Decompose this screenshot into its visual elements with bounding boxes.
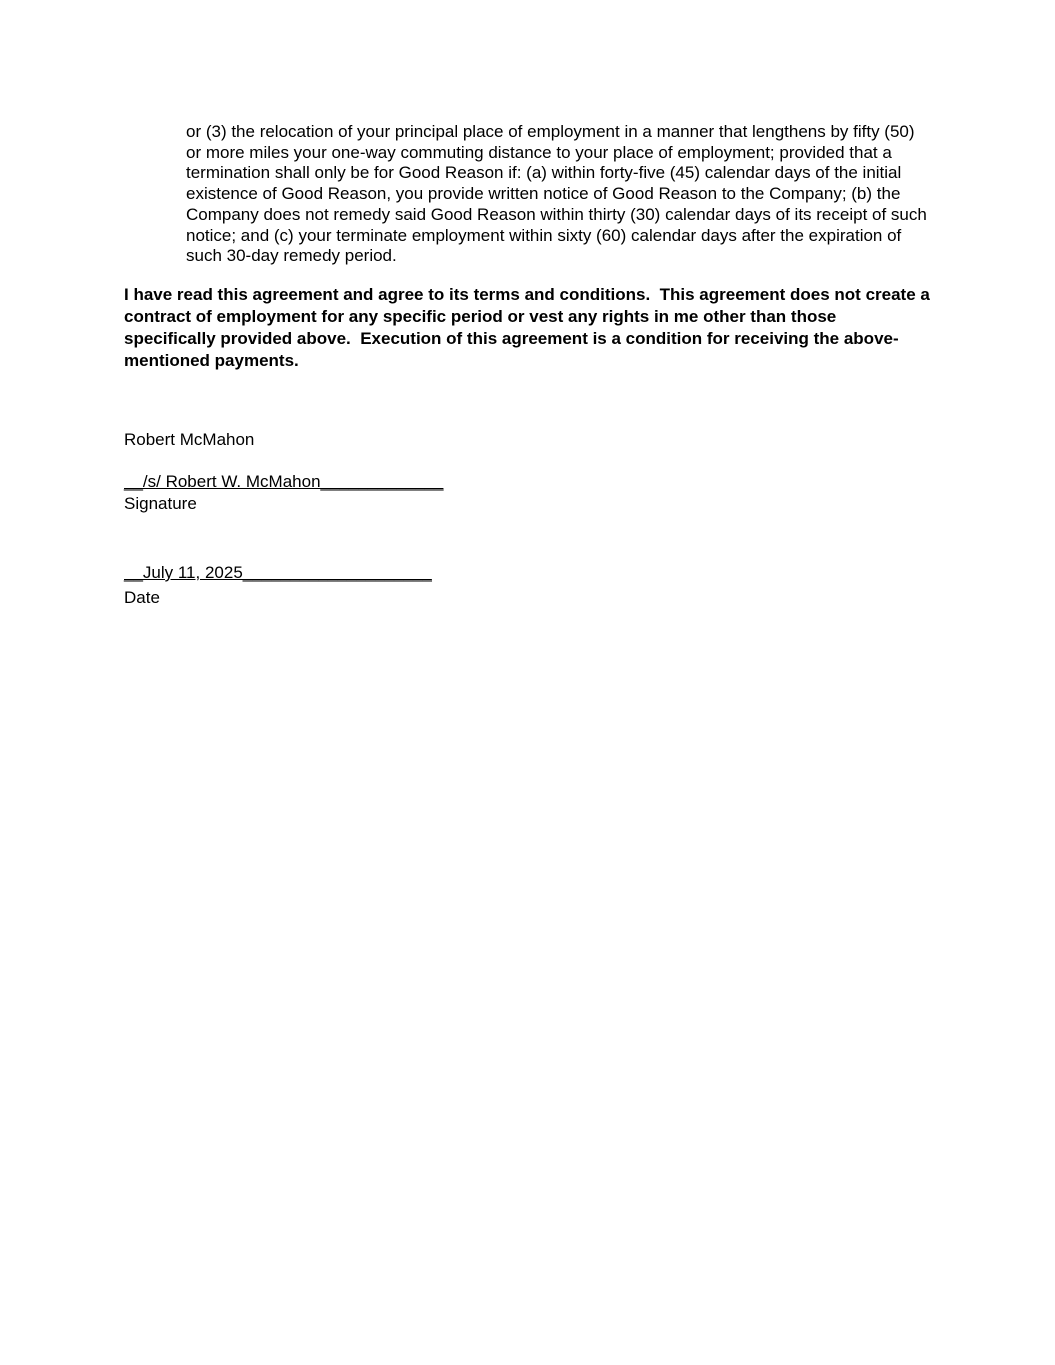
signer-name: Robert McMahon xyxy=(124,430,255,449)
clause-paragraph: or (3) the relocation of your principal place of employment in a manner that lengthens by fifty (50) or more miles your one-way commuting distance to your place of employment; provided that a termination shall only be for Good Reason if: (a) within forty-five (45) calendar days of the initial existence of Good Reason, you provide written notice of Good Reason to the Company; (b) the Company does not remedy said Good Reason within thirty (30) calendar days of its receipt of such notice; and (c) your terminate employment within sixty (60) calendar days after the expiration of such 30-day remedy period. xyxy=(186,122,932,266)
acknowledgment-paragraph: I have read this agreement and agree to its terms and conditions. This agreement does not create a contract of employment for any specific period or vest any rights in me other than those specifically provided above. Execution of this agreement is a condition for receiving the above-mentioned payments. xyxy=(124,285,935,370)
signature-label: Signature xyxy=(124,494,197,513)
date-line: __July 11, 2025____________________ xyxy=(124,563,432,582)
signature-line: __/s/ Robert W. McMahon_____________ xyxy=(124,472,444,491)
date-label: Date xyxy=(124,588,160,607)
